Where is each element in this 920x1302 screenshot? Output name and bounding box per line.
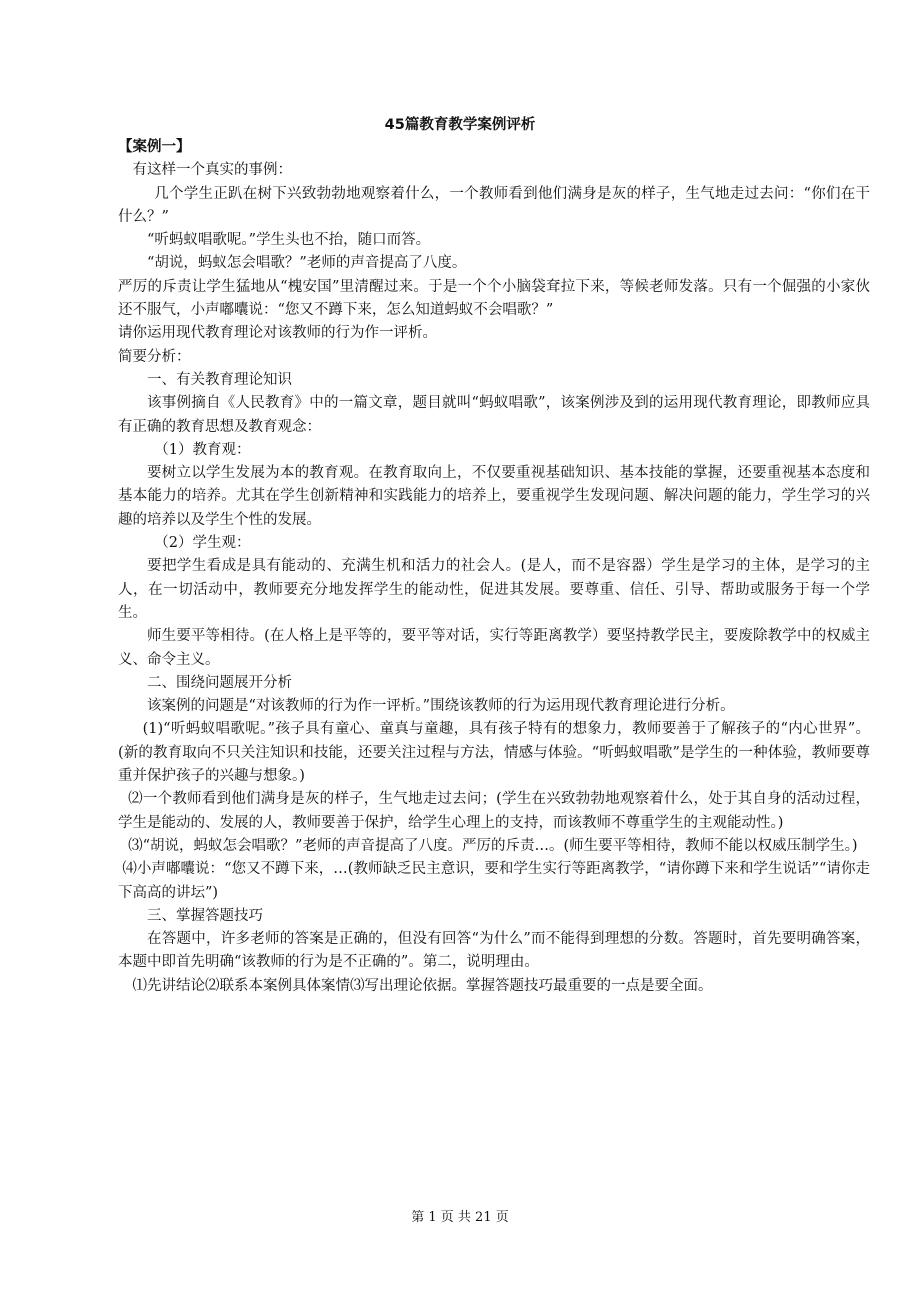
body-paragraph: 师生要平等相待。(在人格上是平等的，要平等对话，实行等距离教学）要坚持教学民主，要废除教学中的权威主义、命令主义。 [118, 628, 870, 668]
analysis-item: (1)“听蚂蚁唱歌呢。”孩子具有童心、童真与童趣，具有孩子特有的想象力，教师要善于了解孩子的“内心世界”。(新的教育取向不只关注知识和技能，还要关注过程与方法，情感与体验。“听蚂蚁唱歌”是学生的一种体验，教师要尊重并保护孩子的兴趣与想象。) [118, 721, 870, 785]
analysis-item: ⑶“胡说，蚂蚁怎会唱歌？”老师的声音提高了八度。严厉的斥责…。(师生要平等相待，教师不能以权威压制学生。) [128, 837, 858, 854]
body-paragraph: ⑴先讲结论⑵联系本案例具体案情⑶写出理论依据。掌握答题技巧最重要的一点是要全面。 [132, 977, 713, 994]
analysis-item: ⑷小声嘟囔说：“您又不蹲下来，…(教师缺乏民主意识，要和学生实行等距离教学，“请你蹲下来和学生说话”“请你走下高高的讲坛”) [118, 861, 870, 901]
section-heading: 二、围绕问题展开分析 [147, 674, 292, 691]
body-paragraph: 请你运用现代教育理论对该教师的行为作一评析。 [118, 325, 437, 342]
body-paragraph: 该案例的问题是“对该教师的行为作一评析。”围绕该教师的行为运用现代教育理论进行分析。 [147, 698, 735, 715]
page-footer: 第 1 页 共 21 页 [411, 1210, 509, 1225]
document-title: 45篇教育教学案例评析 [384, 117, 536, 133]
sub-heading: （2）学生观： [154, 535, 251, 552]
body-paragraph: 要把学生看成是具有能动的、充满生机和活力的社会人。(是人，而不是容器）学生是学习的主体，是学习的主人，在一切活动中，教师要充分地发挥学生的能动性，促进其发展。要尊重、信任、引导、帮助或服务于每一个学生。 [118, 558, 870, 621]
body-paragraph: 有这样一个真实的事例： [132, 162, 292, 179]
body-paragraph: 要树立以学生发展为本的教育观。在教育取向上，不仅要重视基础知识、基本技能的掌握，还要重视基本态度和基本能力的培养。尤其在学生创新精神和实践能力的培养上，要重视学生发现问题、解决问题的能力，学生学习的兴趣的培养以及学生个性的发展。 [118, 465, 870, 528]
sub-heading: （1）教育观： [154, 441, 251, 458]
section-heading: 一、有关教育理论知识 [147, 371, 292, 388]
analysis-item: ⑵一个教师看到他们满身是灰的样子，生气地走过去问；(学生在兴致勃勃地观察着什么，处于其自身的活动过程，学生是能动的、发展的人，教师要善于保护，给学生心理上的支持，而该教师不尊重学生的主观能动性。) [118, 791, 870, 831]
body-paragraph: 简要分析： [118, 348, 191, 365]
body-paragraph: 几个学生正趴在树下兴致勃勃地观察着什么，一个教师看到他们满身是灰的样子，生气地走过去问：“你们在干什么？” [118, 185, 870, 225]
body-paragraph: “听蚂蚁唱歌呢。”学生头也不抬，随口而答。 [147, 232, 431, 249]
body-paragraph: 该事例摘自《人民教育》中的一篇文章，题目就叫“蚂蚁唱歌”，该案例涉及到的运用现代教育理论，即教师应具有正确的教育思想及教育观念： [118, 395, 870, 435]
section-heading: 三、掌握答题技巧 [147, 907, 263, 924]
document-body [118, 136, 870, 998]
body-paragraph: “胡说，蚂蚁怎会唱歌？”老师的声音提高了八度。 [147, 255, 467, 272]
body-paragraph: 在答题中，许多老师的答案是正确的，但没有回答“为什么”而不能得到理想的分数。答题时，首先要明确答案，本题中即首先明确“该教师的行为是不正确的”。第二，说明理由。 [118, 931, 870, 971]
body-paragraph: 严厉的斥责让学生猛地从“槐安国”里清醒过来。于是一个个小脑袋耷拉下来，等候老师发落。只有一个倔强的小家伙还不服气，小声嘟囔说：“您又不蹲下来，怎么知道蚂蚁不会唱歌？” [118, 278, 870, 319]
case-heading: 【案例一】 [118, 139, 191, 155]
